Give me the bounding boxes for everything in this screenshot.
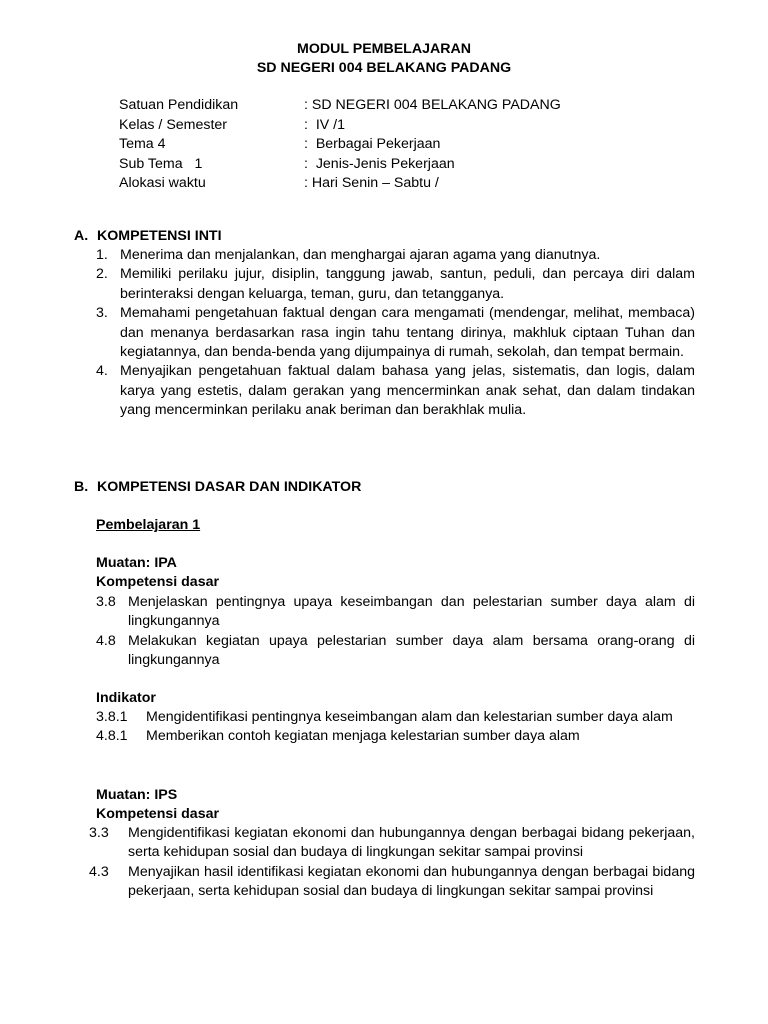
- list-item: [96, 727, 695, 746]
- indikator-label: Indikator: [96, 690, 156, 706]
- list-text: Melakukan kegiatan upaya pelestarian sumber daya alam bersama orang-orang di lingkungannya: [128, 632, 695, 669]
- identity-label: Alokasi waktu: [119, 175, 206, 191]
- list-item: [89, 824, 695, 863]
- list-item: [96, 708, 695, 727]
- lesson-title: Pembelajaran 1: [96, 517, 201, 533]
- list-item: [89, 863, 695, 902]
- list-text: Menyajikan pengetahuan faktual dalam bahasa yang jelas, sistematis, dan logis, dalam karya yang estetis, dalam gerakan yang mencerminkan anak sehat, dan dalam tindakan yang mencerminkan perilaku anak beriman dan berakhlak mulia.: [120, 363, 695, 419]
- identity-row: [119, 96, 639, 116]
- section-letter: B.: [74, 479, 89, 495]
- indikator-list: [96, 708, 695, 747]
- list-number: 4.3: [89, 863, 109, 880]
- identity-row: [119, 116, 639, 136]
- section-a-heading: [74, 227, 222, 246]
- list-item: [96, 362, 695, 420]
- list-number: 4.8.1: [96, 728, 128, 745]
- list-text: Mengidentifikasi kegiatan ekonomi dan hubungannya dengan berbagai bidang pekerjaan, serta kehidupan sosial dan budaya di lingkungan sekitar sampai provinsi: [128, 825, 695, 861]
- list-text: Mengidentifikasi pentingnya keseimbangan alam dan kelestarian sumber daya alam: [146, 709, 673, 725]
- list-item: [96, 265, 695, 304]
- list-number: 2.: [96, 266, 108, 283]
- document-title: MODUL PEMBELAJARAN: [297, 41, 471, 57]
- kd-label-ips: Kompetensi dasar: [96, 806, 219, 822]
- identity-value: : Berbagai Pekerjaan: [304, 136, 441, 152]
- kd-list-ipa: [96, 593, 695, 671]
- list-item: [96, 593, 695, 632]
- list-number: 3.3: [89, 825, 109, 841]
- identity-label: Kelas / Semester: [119, 116, 228, 133]
- identity-row: [119, 135, 639, 155]
- school-name: SD NEGERI 004 BELAKANG PADANG: [256, 60, 512, 76]
- identity-value: : IV /1: [304, 116, 346, 133]
- identity-value: : Hari Senin – Sabtu /: [304, 175, 439, 191]
- section-title: KOMPETENSI INTI: [97, 228, 222, 244]
- muatan-ipa: Muatan: IPA: [96, 555, 177, 571]
- section-b-heading: [74, 478, 361, 497]
- list-number: 4.: [96, 363, 108, 380]
- list-item: [96, 632, 695, 671]
- identity-value: : SD NEGERI 004 BELAKANG PADANG: [304, 97, 561, 113]
- list-item: [96, 304, 695, 362]
- list-text: Memahami pengetahuan faktual dengan cara mengamati (mendengar, melihat, membaca) dan menanya berdasarkan rasa ingin tahu tentang dirinya, makhluk ciptaan Tuhan dan kegiatannya, dan benda-benda yang dijumpainya di rumah, sekolah, dan tempat bermain.: [120, 305, 695, 361]
- identity-table: [119, 96, 639, 194]
- list-text: Memberikan contoh kegiatan menjaga kelestarian sumber daya alam: [146, 728, 580, 745]
- list-text: Menyajikan hasil identifikasi kegiatan ekonomi dan hubungannya dengan berbagai bidang pekerjaan, serta kehidupan sosial dan budaya di lingkungan sekitar sampai provinsi: [128, 863, 695, 900]
- identity-label: Tema 4: [119, 136, 166, 152]
- identity-label: Sub Tema 1: [119, 155, 203, 172]
- identity-row: [119, 155, 639, 175]
- list-number: 3.8: [96, 594, 116, 610]
- section-letter: A.: [74, 228, 89, 244]
- section-title: KOMPETENSI DASAR DAN INDIKATOR: [97, 479, 362, 495]
- list-text: Menerima dan menjalankan, dan menghargai ajaran agama yang dianutnya.: [120, 247, 601, 263]
- identity-value: : Jenis-Jenis Pekerjaan: [304, 155, 455, 172]
- list-number: 1.: [96, 247, 108, 263]
- muatan-ips: Muatan: IPS: [96, 787, 178, 803]
- kd-list-ips: [89, 824, 695, 902]
- list-number: 4.8: [96, 632, 116, 649]
- kompetensi-inti-list: [96, 246, 695, 421]
- list-text: Memiliki perilaku jujur, disiplin, tanggung jawab, santun, peduli, dan percaya diri dalam berinteraksi dengan keluarga, teman, guru, dan tetangganya.: [120, 266, 695, 302]
- kd-label-ipa: Kompetensi dasar: [96, 574, 219, 590]
- list-text: Menjelaskan pentingnya upaya keseimbangan dan pelestarian sumber daya alam di lingkungannya: [128, 594, 695, 630]
- identity-row: [119, 174, 639, 194]
- list-number: 3.: [96, 305, 108, 322]
- identity-label: Satuan Pendidikan: [119, 97, 239, 113]
- list-item: [96, 246, 695, 265]
- list-number: 3.8.1: [96, 709, 128, 725]
